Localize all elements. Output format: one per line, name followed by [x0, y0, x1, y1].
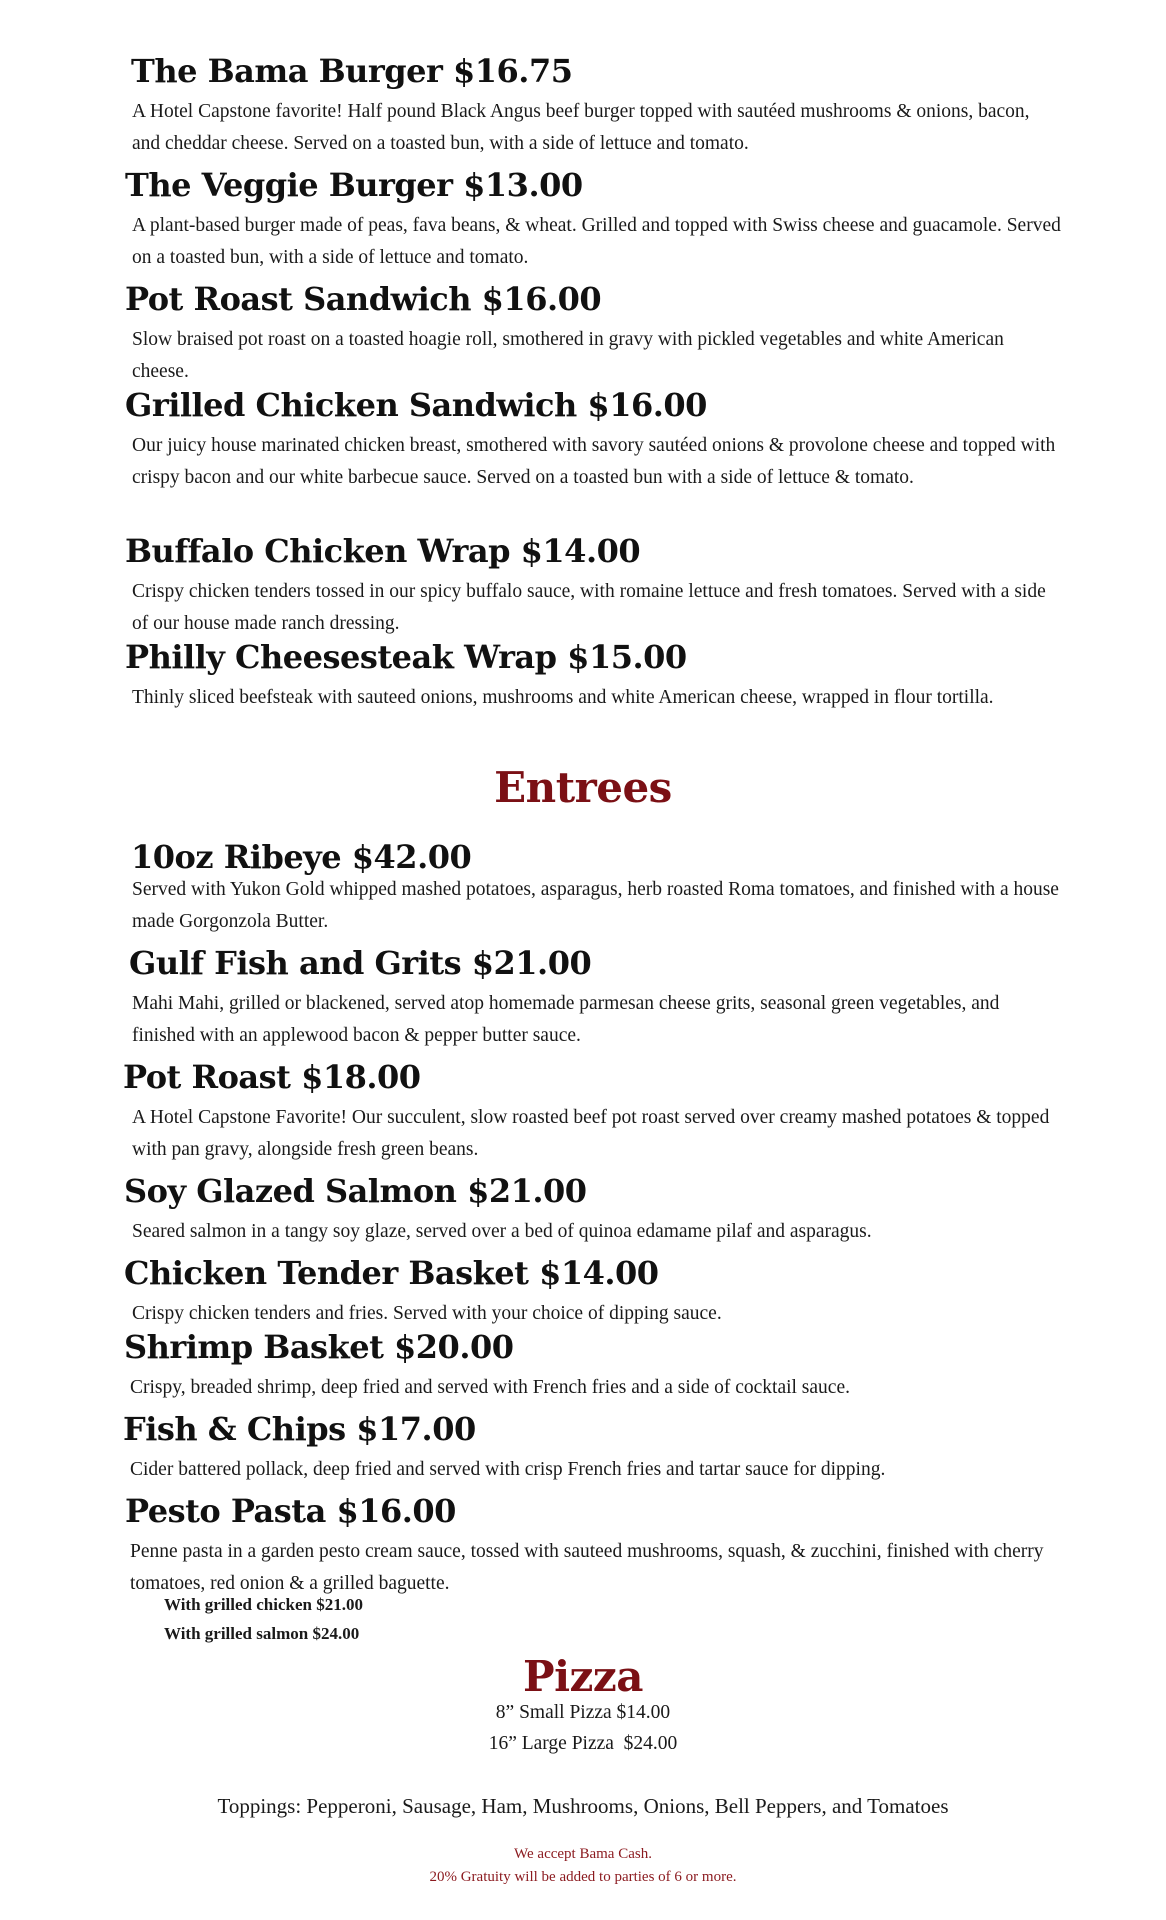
- pizza-small: 8” Small Pizza $14.00: [495, 1702, 671, 1723]
- item-description: Mahi Mahi, grilled or blackened, served atop homemade parmesan cheese grits, seasonal green vegetables, and finished with an applewood bacon & pepper butter sauce.: [132, 993, 1000, 1046]
- item-title: 10oz Ribeye $42.00: [131, 838, 472, 876]
- pizza-large: 16” Large Pizza $24.00: [488, 1733, 678, 1754]
- item-description: Penne pasta in a garden pesto cream sauce, tossed with sauteed mushrooms, squash, & zucchini, finished with cherry tomatoes, red onion & a grilled baguette.: [130, 1541, 1044, 1594]
- pasta-addon-salmon: With grilled salmon $24.00: [164, 1624, 360, 1643]
- item-title: Soy Glazed Salmon $21.00: [124, 1172, 587, 1210]
- item-description: Our juicy house marinated chicken breast, smothered with savory sautéed onions & provolone cheese and topped with crispy bacon and our white barbecue sauce. Served on a toasted bun with a side of lettuce & tomato.: [132, 435, 1056, 488]
- item-description: A plant-based burger made of peas, fava beans, & wheat. Grilled and topped with Swiss cheese and guacamole. Served on a toasted bun, with a side of lettuce and tomato.: [132, 215, 1061, 268]
- item-title: Philly Cheesesteak Wrap $15.00: [125, 638, 687, 676]
- item-description: Cider battered pollack, deep fried and served with crisp French fries and tartar sauce for dipping.: [130, 1459, 886, 1480]
- item-description: Crispy, breaded shrimp, deep fried and served with French fries and a side of cocktail sauce.: [130, 1377, 850, 1398]
- pizza-toppings: Toppings: Pepperoni, Sausage, Ham, Mushrooms, Onions, Bell Peppers, and Tomatoes: [217, 1794, 949, 1818]
- item-description: Thinly sliced beefsteak with sauteed onions, mushrooms and white American cheese, wrapped in flour tortilla.: [132, 687, 994, 708]
- item-description: Served with Yukon Gold whipped mashed potatoes, asparagus, herb roasted Roma tomatoes, and finished with a house made Gorgonzola Butter.: [132, 879, 1059, 932]
- item-description: Crispy chicken tenders and fries. Served with your choice of dipping sauce.: [132, 1303, 722, 1324]
- item-description: A Hotel Capstone Favorite! Our succulent, slow roasted beef pot roast served over creamy mashed potatoes & topped with pan gravy, alongside fresh green beans.: [132, 1107, 1050, 1160]
- item-title: Buffalo Chicken Wrap $14.00: [125, 532, 641, 570]
- item-title: Pesto Pasta $16.00: [125, 1492, 456, 1530]
- pizza-heading: Pizza: [523, 1652, 643, 1701]
- item-description: Seared salmon in a tangy soy glaze, served over a bed of quinoa edamame pilaf and asparagus.: [132, 1221, 872, 1242]
- item-title: Pot Roast Sandwich $16.00: [125, 280, 602, 318]
- footer-gratuity: 20% Gratuity will be added to parties of 6 or more.: [429, 1869, 737, 1885]
- item-title: Gulf Fish and Grits $21.00: [129, 944, 592, 982]
- item-title: Pot Roast $18.00: [123, 1058, 421, 1096]
- item-description: Slow braised pot roast on a toasted hoagie roll, smothered in gravy with pickled vegetables and white American cheese.: [132, 329, 1004, 382]
- item-title: The Veggie Burger $13.00: [125, 166, 583, 204]
- footer-bama-cash: We accept Bama Cash.: [514, 1846, 652, 1862]
- item-title: Chicken Tender Basket $14.00: [124, 1254, 659, 1292]
- item-description: Crispy chicken tenders tossed in our spicy buffalo sauce, with romaine lettuce and fresh tomatoes. Served with a side of our house made ranch dressing.: [132, 581, 1046, 634]
- pasta-addon-chicken: With grilled chicken $21.00: [164, 1595, 363, 1614]
- item-title: Grilled Chicken Sandwich $16.00: [125, 386, 707, 424]
- item-title: The Bama Burger $16.75: [131, 52, 573, 90]
- item-title: Shrimp Basket $20.00: [124, 1328, 514, 1366]
- item-title: Fish & Chips $17.00: [123, 1410, 476, 1448]
- entrees-heading: Entrees: [494, 763, 672, 812]
- item-description: A Hotel Capstone favorite! Half pound Black Angus beef burger topped with sautéed mushrooms & onions, bacon, and cheddar cheese. Served on a toasted bun, with a side of lettuce and tomato.: [132, 101, 1030, 154]
